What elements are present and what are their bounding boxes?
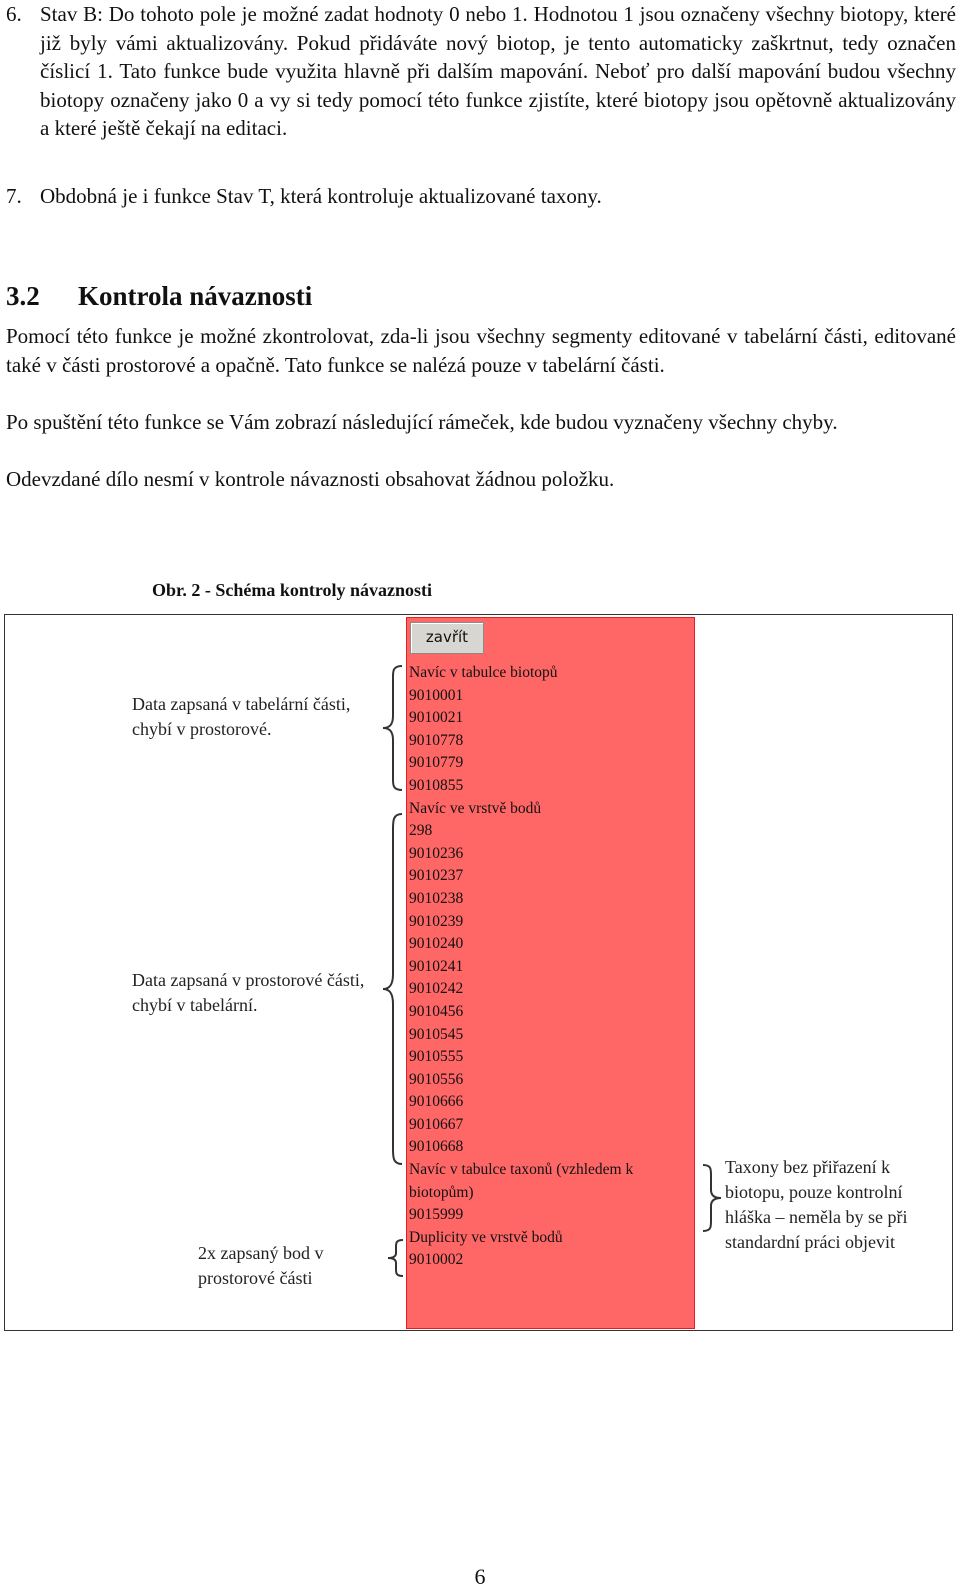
list-header: Navíc ve vrstvě bodů — [409, 799, 542, 817]
list-item: 9010778 — [409, 731, 464, 749]
list-item: 9010021 — [409, 709, 464, 727]
list-item: 9010240 — [409, 935, 464, 953]
list-item: 9010555 — [409, 1048, 464, 1066]
annotation-taxa: Taxony bez přiřazení k biotopu, pouze kontrolní hláška – neměla by se při standardní práci objevit — [725, 1157, 908, 1252]
item-text: Stav B: Do tohoto pole je možné zadat hodnoty 0 nebo 1. Hodnotou 1 jsou označeny všechny biotopy, které již byly vámi aktualizovány. Pokud přidáváte nový biotop, je tento automaticky zaškrtnut, tedy označen číslicí 1. Tato funkce bude využita hlavně při dalším mapování. Neboť pro další mapování budou všechny biotopy označeny jako 0 a vy si tedy pomocí této funkce zjistíte, které biotopy jsou opětovně aktualizovány a které ještě čekají na editaci. — [40, 2, 956, 141]
annotation-tabular-only: Data zapsaná v tabelární části, chybí v prostorové. — [132, 694, 351, 739]
list-item: 9010001 — [409, 686, 464, 704]
list-item: 298 — [409, 822, 433, 840]
brace-right-icon — [700, 1163, 724, 1233]
list-item: 9010456 — [409, 1002, 464, 1020]
list-item: 9010666 — [409, 1093, 464, 1111]
section-number: 3.2 — [6, 281, 40, 311]
list-item: 9010002 — [409, 1251, 464, 1269]
list-item: 9010241 — [409, 957, 464, 975]
list-item: 9010242 — [409, 980, 464, 998]
list-item: 9010545 — [409, 1025, 464, 1043]
list-item: 9010238 — [409, 889, 464, 907]
brace-left-icon — [380, 812, 406, 1166]
brace-left-icon — [384, 1238, 406, 1278]
paragraph: Pomocí této funkce je možné zkontrolovat, zda-li jsou všechny segmenty editované v tabelární části, editované také v části prostorové a opačně. Tato funkce se nalézá pouze v tabelární části. — [6, 324, 956, 377]
error-list — [409, 662, 689, 1272]
brace-left-icon — [380, 664, 406, 792]
annotation-spatial-only: Data zapsaná v prostorové části, chybí v tabelární. — [132, 970, 365, 1015]
list-item: 9010668 — [409, 1138, 464, 1156]
list-header: Navíc v tabulce taxonů (vzhledem k biotopům) — [409, 1161, 634, 1201]
list-item-7 — [6, 182, 956, 211]
list-item: 9010855 — [409, 776, 464, 794]
paragraph: Po spuštění této funkce se Vám zobrazí následující rámeček, kde budou vyznačeny všechny chyby. — [6, 410, 838, 434]
list-item: 9010556 — [409, 1070, 464, 1088]
annotation-duplicate: 2x zapsaný bod v prostorové části — [198, 1243, 324, 1288]
list-item: 9010237 — [409, 867, 464, 885]
list-header: Navíc v tabulce biotopů — [409, 664, 558, 681]
item-number: 6. — [6, 2, 22, 26]
list-item: 9010239 — [409, 912, 464, 930]
section-heading — [6, 281, 312, 312]
item-text: Obdobná je i funkce Stav T, která kontroluje aktualizované taxony. — [40, 184, 602, 208]
list-item: 9015999 — [409, 1206, 464, 1224]
list-item: 9010667 — [409, 1115, 464, 1133]
list-header: Duplicity ve vrstvě bodů — [409, 1228, 563, 1246]
list-item: 9010779 — [409, 754, 464, 772]
list-item: 9010236 — [409, 844, 464, 862]
item-number: 7. — [6, 184, 22, 208]
list-item-6 — [6, 0, 956, 143]
close-button[interactable]: zavřít — [410, 622, 484, 654]
section-title: Kontrola návaznosti — [78, 281, 313, 311]
page-number: 6 — [474, 1564, 486, 1589]
figure-caption: Obr. 2 - Schéma kontroly návaznosti — [152, 580, 433, 600]
paragraph: Odevzdané dílo nesmí v kontrole návaznosti obsahovat žádnou položku. — [6, 467, 615, 491]
